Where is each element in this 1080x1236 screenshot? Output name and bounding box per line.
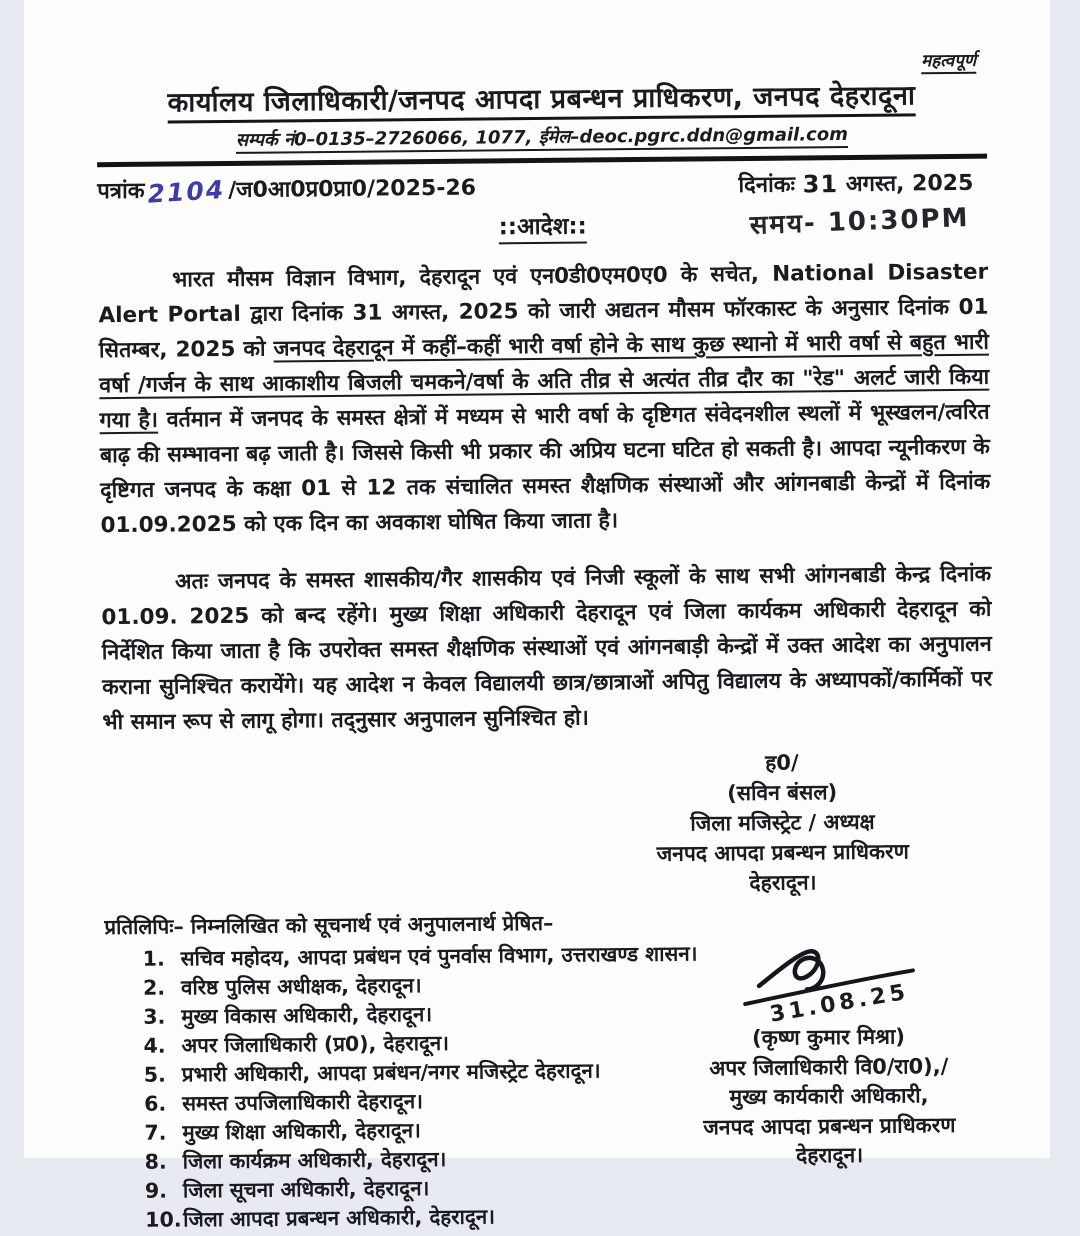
copy-item: समस्त उपजिलाधिकारी देहरादून। [182, 1089, 424, 1116]
document-content [20, 0, 1057, 1232]
office-title [96, 75, 986, 121]
signed-mark: ह0/ [765, 750, 799, 775]
date-day-handwritten: 31 [802, 170, 839, 199]
para1-underlined-alert: जनपद देहरादून में कहीं–कहीं भारी वर्षा होने के साथ कुछ स्थानो में भारी वर्षा से बहुत भारी वर्षा /गर्जन के साथ आकाशीय बिजली चमकने/वर्षा के अति तीव्र से अत्यंत तीव्र दौर का "रेड" अलर्ट जारी किया गया है। [99, 329, 990, 434]
dm-name: (सविन बंसल) [727, 780, 838, 806]
ref-suffix: /ज0आ0प्र0प्रा0/2025-26 [228, 175, 477, 203]
para2-closure-date: दिनांक 01.09. 2025 [101, 561, 992, 631]
copy-item: मुख्य विकास अधिकारी, देहरादून। [181, 1002, 433, 1029]
order-heading-row [98, 197, 988, 252]
order-heading-text: ::आदेश:: [499, 214, 587, 245]
date-rest: अगस्त, 2025 [838, 170, 974, 198]
dm-title-1: जिला मजिस्ट्रेट / अध्यक्ष [690, 809, 875, 836]
adm-title-1: अपर जिलाधिकारी वि0/रा0),/ [709, 1053, 949, 1080]
para1-pre: भारत मौसम विज्ञान विभाग, देहरादून एवं एन0डी0एम0ए0 के सचेत, National Disaster Alert Portal द्वारा दिनांक 31 अगस्त, 2025 को जारी अद्यतन मौसम फॉरकास्ट के अनुसार दिनांक 01 सितम्बर, 2025 को [98, 259, 989, 364]
ref-label: पत्रांक [97, 178, 145, 205]
letter-date [738, 167, 987, 199]
adm-title-4: देहरादून। [795, 1142, 864, 1168]
document-page [24, 0, 1050, 1232]
signature-date-handwritten: 31.08.25 [768, 979, 911, 1028]
para1-holiday-date: दिनांक 01.09.2025 [100, 469, 991, 539]
copy-item: प्रभारी अधिकारी, आपदा प्रबंधन/नगर मजिस्ट्रेट देहरादून। [181, 1058, 601, 1087]
header-divider-rule [97, 154, 987, 168]
copy-item: जिला सूचना अधिकारी, देहरादून। [182, 1176, 430, 1203]
paragraph-2 [101, 557, 993, 741]
copy-item: अपर जिलाधिकारी (प्र0), देहरादून। [181, 1030, 450, 1058]
paragraph-1 [98, 255, 991, 544]
office-title-text: कार्यालय जिलाधिकारी/जनपद आपदा प्रबन्धन प्राधिकरण, जनपद देहरादूना [167, 80, 915, 123]
copy-item: सचिव महोदय, आपदा प्रबंधन एवं पुनर्वास विभाग, उत्तराखण्ड शासन। [180, 941, 698, 971]
dm-title-3: देहरादून। [749, 870, 817, 895]
letter-number [97, 172, 477, 209]
ref-number-handwritten: 2104 [146, 174, 227, 209]
contact-text: सम्पर्क नं0–0135–2726066, 1077, ईमेल–deoc.pgrc.ddn@gmail.com [236, 124, 848, 154]
time-note-handwritten: समय- 10:30PM [749, 202, 971, 241]
para2-pre: अतः जनपद के समस्त शासकीय/गैर शासकीय एवं निजी स्कूलों के साथ सभी आंगनबाडी केन्द्र [175, 562, 941, 595]
date-label: दिनांकः [738, 172, 796, 199]
para1-end: को एक दिन का अवकाश घोषित किया जाता है। [236, 508, 619, 537]
para2-post: को बन्द रहेंगे। मुख्य शिक्षा अधिकारी देहरादून एवं जिला कार्यकम अधिकारी देहरादून को निर्देशित किया जाता है कि उपरोक्त समस्त शैक्षणिक संस्थाओं एवं आंगनबाड़ी केन्द्रों में उक्त आदेश का अनुपालन कराना सुनिश्चित करायेंगे। यह आदेश न केवल विद्यालयी छात्र/छात्राओं अपितु विद्यालय के अध्यापकों/कार्मिकों पर भी समान रूप से लागू होगा। तद्नुसार अनुपालन सुनिश्चित हो। [101, 596, 993, 736]
copy-item: मुख्य शिक्षा अधिकारी, देहरादून। [182, 1118, 421, 1145]
adm-name: (कृष्ण कुमार मिश्रा) [751, 1024, 906, 1050]
contact-line [97, 121, 987, 154]
handwritten-signature-area [653, 944, 1004, 1028]
adm-title-3: जनपद आपदा प्रबन्धन प्राधिकरण [703, 1112, 956, 1139]
dm-title-2: जनपद आपदा प्रबन्धन प्राधिकरण [656, 839, 909, 866]
copy-item: जिला कार्यक्रम अधिकारी, देहरादून। [182, 1146, 447, 1174]
signature-block-adm [653, 944, 1005, 1173]
copies-heading: प्रतिलिपिः– निम्नलिखित को सूचनार्थ एवं अनुपालनार्थ प्रेषित– [104, 910, 554, 940]
para1-mid: वर्तमान में जनपद के समस्त क्षेत्रों में मध्यम से भारी वर्षा के दृष्टिगत संवेदनशील स्थलों में भूस्खलन/त्वरित बाढ़ की सम्भावना बढ़ जाती है। जिससे किसी भी प्रकार की अप्रिय घटना घटित हो सकती है। आपदा न्यूनीकरण के दृष्टिगत जनपद के कक्षा 01 से 12 तक संचालित समस्त शैक्षणिक संस्थाओं और आंगनबाडी केन्द्रों में [99, 399, 990, 504]
copy-item: वरिष्ठ पुलिस अधीक्षक, देहरादून। [180, 973, 422, 1000]
copy-item: जिला आपदा प्रबन्धन अधिकारी, देहरादून। [183, 1204, 496, 1232]
adm-title-2: मुख्य कार्यकारी अधिकारी, [729, 1083, 929, 1110]
signature-block-dm [607, 746, 958, 899]
importance-label: महत्वपूर्ण [921, 51, 976, 75]
importance-note [96, 48, 986, 80]
